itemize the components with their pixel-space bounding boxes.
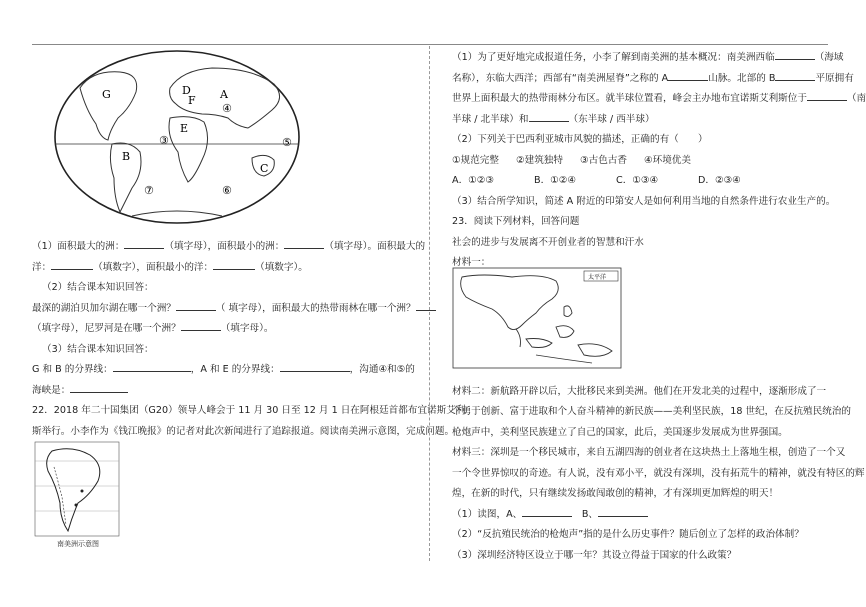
- blank[interactable]: [529, 110, 569, 122]
- blank[interactable]: [70, 381, 128, 393]
- blank[interactable]: [124, 237, 164, 249]
- map-label-5: ⑤: [282, 136, 292, 149]
- material-2-line1: 材料二：新航路开辟以后，大批移民来到美洲。他们在开发北美的过程中，逐渐形成了一: [452, 385, 827, 397]
- map-label-E: E: [180, 122, 189, 135]
- q23-title: 23．阅读下列材料，回答问题: [452, 216, 580, 227]
- left-column: [32, 48, 466, 442]
- blank[interactable]: [522, 505, 572, 517]
- left-q1-line2: 洋： （填数字），面积最小的洋： （填数字）。: [32, 258, 422, 279]
- choice-b[interactable]: B．①②④: [534, 175, 576, 186]
- blank[interactable]: [416, 299, 436, 311]
- q22-line2: 斯举行。小李作为《钱江晚报》的记者对此次新闻进行了追踪报道。阅读南美洲示意图，完成问题。: [32, 425, 455, 437]
- map-label-3: ③: [159, 134, 169, 147]
- southeast-asia-map: [452, 267, 624, 371]
- sub-q3: （3）深圳经济特区设立于哪一年？其设立得益于国家的什么政策？: [452, 549, 737, 561]
- right-q1-line3: 世界上面积最大的热带雨林分布区。就半球位置看，峰会主办地布宜诺斯艾利斯位于 （南: [452, 89, 832, 110]
- blank[interactable]: [113, 360, 191, 372]
- left-q2-line1: 最深的湖泊贝加尔湖在哪一个洲？ （ 填字母），面积最大的热带雨林在哪一个洲？: [32, 299, 422, 320]
- q22-line1: 22．2018 年二十国集团（G20）领导人峰会于 11 月 30 日至 12 月 1 日在阿根廷首都布宜诺斯艾利: [32, 405, 466, 416]
- left-q1-line1: （1）面积最大的洲： （填字母），面积最小的洲： （填字母）。面积最大的: [32, 237, 422, 258]
- asia-map-box-label: 太平洋: [588, 274, 607, 281]
- map-label-C: C: [260, 162, 269, 175]
- choice-a[interactable]: A．①②③: [452, 175, 494, 186]
- map-label-F: F: [188, 94, 196, 107]
- material-3-line3: 煌，在新的时代，只有继续发扬敢闯敢创的精神，才有深圳更加辉煌的明天！: [452, 488, 779, 499]
- left-q3-title: （3）结合课本知识回答：: [42, 343, 154, 355]
- left-q3-line2: 海峡是：: [32, 381, 422, 402]
- right-q1-line4: 半球 / 北半球）和 （东半球 / 西半球）: [452, 110, 832, 131]
- map-label-D: D: [182, 84, 191, 97]
- map-label-7: ⑦: [144, 184, 154, 197]
- blank[interactable]: [775, 69, 815, 81]
- material-1: 材料一：: [452, 257, 491, 268]
- right-q1-line1: （1）为了更好地完成报道任务，小李了解到南美洲的基本概况：南美洲西临 （海域: [452, 48, 832, 69]
- material-2-line3: 枪炮声中，美利坚民族建立了自己的国家，此后，美国逐步发展成为世界强国。: [452, 426, 788, 438]
- blank[interactable]: [668, 69, 708, 81]
- sub-q2: （2）“反抗殖民统治的枪炮声”指的是什么历史事件？随后创立了怎样的政治体制？: [452, 529, 804, 540]
- blank[interactable]: [598, 505, 648, 517]
- right-q3: （3）结合所学知识，简述 A 附近的印第安人是如何利用当地的自然条件进行农业生产的。: [452, 195, 836, 207]
- right-q2-choices: [452, 171, 832, 192]
- right-q2-options: ①规范完整 ②建筑独特 ③古色古香 ④环境优美: [452, 154, 691, 166]
- right-q2: （2）下列关于巴西利亚城市风貌的描述，正确的有（ ）: [452, 134, 708, 145]
- choice-c[interactable]: C．①③④: [616, 175, 659, 186]
- material-2-line2: 个勇于创新、富于进取和个人奋斗精神的新民族——美利坚民族，18 世纪，在反抗殖民统治的: [452, 406, 852, 417]
- left-q2-line2: （填字母），尼罗河是在哪一个洲？ （填字母）。: [32, 319, 422, 340]
- blank[interactable]: [284, 237, 324, 249]
- material-3-line1: 材料三：深圳是一个移民城市，来自五湖四海的创业者在这块热土上落地生根，创造了一个又: [452, 447, 846, 458]
- blank[interactable]: [181, 319, 221, 331]
- blank[interactable]: [280, 360, 350, 372]
- blank[interactable]: [775, 48, 815, 60]
- blank[interactable]: [807, 89, 847, 101]
- blank[interactable]: [213, 258, 255, 270]
- sub-q1: （1）读图，A、 B、: [452, 505, 832, 526]
- q23-intro: 社会的进步与发展离不开创业者的智慧和汗水: [452, 236, 644, 248]
- left-q2-title: （2）结合课本知识回答：: [42, 282, 154, 293]
- material-3-line2: 一个令世界惊叹的奇迹。有人说，没有邓小平，就没有深圳，没有拓荒牛的精神，就没有特区的辉: [452, 467, 865, 479]
- south-america-map: [34, 441, 126, 541]
- top-rule: [32, 44, 828, 45]
- map-label-A: A: [220, 88, 228, 101]
- choice-d[interactable]: D．②③④: [698, 175, 741, 186]
- blank[interactable]: [176, 299, 216, 311]
- south-america-caption: 南美洲示意图: [57, 540, 99, 548]
- right-q1-line2: 名称），东临大西洋；西部有“南美洲屋脊”之称的 A 山脉。北部的 B 平原拥有: [452, 69, 832, 90]
- map-label-G: G: [102, 88, 111, 101]
- left-q3-line1: G 和 B 的分界线： ，A 和 E 的分界线： ，沟通④和⑤的: [32, 360, 422, 381]
- blank[interactable]: [51, 258, 93, 270]
- map-label-4: ④: [222, 102, 232, 115]
- map-label-6: ⑥: [222, 184, 232, 197]
- map-label-B: B: [122, 150, 131, 163]
